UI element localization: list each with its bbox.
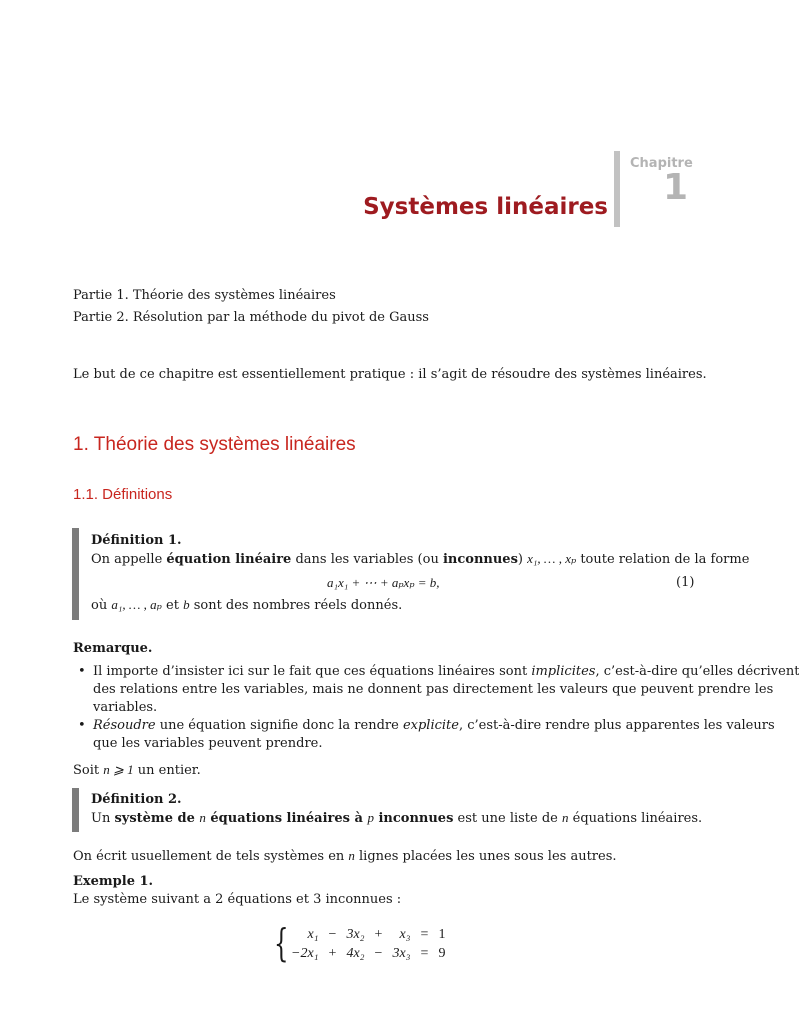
definition-2-bar (72, 788, 79, 832)
equation-number: (1) (676, 575, 695, 590)
remark-bullet-1-line3: variables. (93, 700, 158, 715)
remark-bullet-1-line2: des relations entre les variables, mais ne donnent pas directement les valeurs que peuvent prendre les (93, 682, 774, 697)
definition-1-text: On appelle équation linéaire dans les variables (ou inconnues) x₁, … , xₚ toute relation de la forme (91, 551, 750, 567)
definition-2-text: Un système de n équations linéaires à p inconnues est une liste de n équations linéaires. (91, 810, 703, 826)
example-title: Exemple 1. (73, 874, 154, 889)
term: −2x₁ (291, 945, 319, 961)
remark-title: Remarque. (73, 641, 153, 656)
chapter-number: 1 (663, 167, 689, 208)
definition-1-title: Définition 1. (91, 533, 182, 548)
subsection-heading: 1.1. Définitions (73, 486, 173, 503)
equation-row-2 (286, 944, 450, 963)
soit-sentence: Soit n ⩾ 1 un entier. (73, 762, 201, 778)
equation-row-1 (286, 925, 450, 944)
definition-1-after: où a₁, … , aₚ et b sont des nombres réels donnés. (91, 597, 403, 613)
equals-sign: = (420, 926, 429, 942)
bullet-icon: • (78, 718, 86, 733)
toc-item-part1[interactable]: Partie 1. Théorie des systèmes linéaires (73, 288, 336, 303)
example-text: Le système suivant a 2 équations et 3 inconnues : (73, 892, 402, 907)
remark-bullet-2-line2: que les variables peuvent prendre. (93, 736, 323, 751)
term: 4x₂ (346, 945, 365, 961)
remark-bullet-2-line1: Résoudre une équation signifie donc la rendre explicite, c’est-à-dire rendre plus apparentes les valeurs (93, 718, 775, 733)
definition-1-equation: a₁x₁ + ⋯ + aₚxₚ = b, (327, 575, 440, 590)
chapter-divider-bar (614, 151, 620, 227)
term: x₁ (307, 926, 319, 942)
rhs-value: 9 (438, 945, 446, 961)
equals-sign: = (420, 945, 429, 961)
definition-1-bar (72, 528, 79, 620)
chapter-title: Systèmes linéaires (363, 194, 608, 220)
operator: + (328, 945, 337, 961)
term: x₃ (399, 926, 411, 942)
equation-system (286, 925, 450, 963)
section-heading: 1. Théorie des systèmes linéaires (73, 434, 356, 455)
rhs-value: 1 (438, 926, 446, 942)
intro-paragraph: Le but de ce chapitre est essentiellement pratique : il s’agit de résoudre des systèmes linéaires. (73, 367, 707, 382)
bullet-icon: • (78, 664, 86, 679)
term: 3x₃ (392, 945, 411, 961)
remark-bullet-1-line1: Il importe d’insister ici sur le fait que ces équations linéaires sont implicites, c’est-à-dire qu’elles décrivent (93, 664, 799, 679)
operator: + (374, 926, 383, 942)
operator: − (328, 926, 337, 942)
chapter-label: Chapitre (630, 156, 693, 171)
operator: − (374, 945, 383, 961)
definition-2-title: Définition 2. (91, 792, 182, 807)
system-brace: { (274, 921, 289, 965)
toc-item-part2[interactable]: Partie 2. Résolution par la méthode du pivot de Gauss (73, 310, 429, 325)
term: 3x₂ (346, 926, 365, 942)
ecrit-sentence: On écrit usuellement de tels systèmes en n lignes placées les unes sous les autres. (73, 848, 617, 864)
